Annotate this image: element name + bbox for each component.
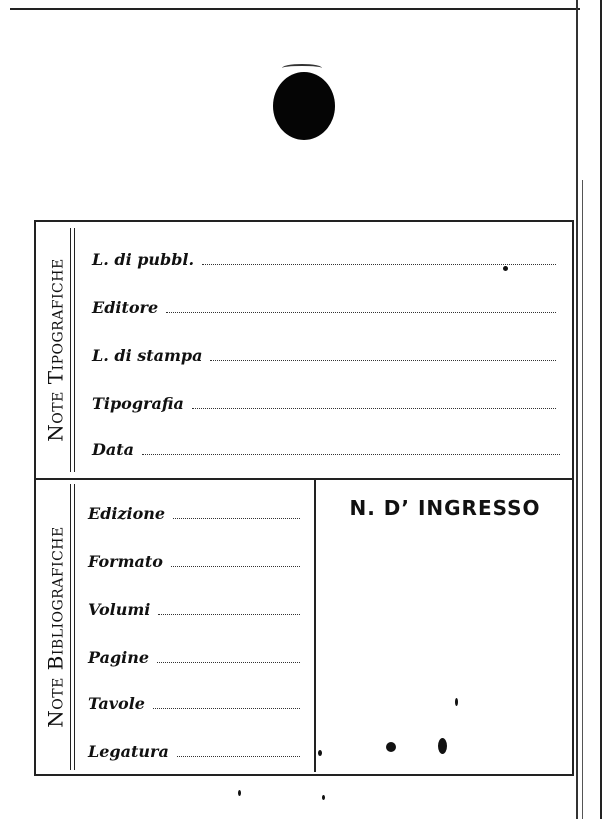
ink-speck [438,738,447,754]
dotted-line [210,348,556,361]
label-rule [70,228,71,472]
field-pagine [88,648,300,667]
dotted-line [192,396,556,409]
field-label: Legatura [88,742,169,761]
page-edge-right-outer [600,0,602,819]
field-editore [92,298,556,317]
field-label: Tipografia [92,394,184,413]
dotted-line [166,300,556,313]
field-label: L. di pubbl. [92,250,195,269]
label-rule [74,484,75,770]
field-tavole [88,694,300,713]
note-bibliografiche-section [36,480,572,774]
field-formato [88,552,300,571]
page-edge-right [576,0,578,819]
field-label: Volumi [88,600,151,619]
field-label: L. di stampa [92,346,203,365]
ink-speck [386,742,396,752]
label-rule [70,484,71,770]
catalog-card [34,220,574,776]
field-label: Formato [88,552,163,571]
column-divider [314,480,316,772]
page-edge-right-inner [582,180,583,819]
dotted-line [202,252,556,265]
section-title-bibliografiche: Note Bibliografiche [44,526,68,728]
field-label: Tavole [88,694,145,713]
punch-hole [273,72,335,140]
field-legatura [88,742,300,761]
field-luogo-pubblicazione [92,250,556,269]
vertical-label [42,484,70,770]
label-rule [74,228,75,472]
dotted-line [142,442,560,455]
field-data [92,440,560,459]
dotted-line [158,602,300,615]
field-label: Edizione [88,504,166,523]
field-label: Editore [92,298,159,317]
ink-speck [322,795,325,800]
vertical-label-box [42,228,70,472]
section-title-tipografiche: Note Tipografiche [44,258,69,442]
ink-speck [503,266,508,271]
dotted-line [153,696,300,709]
ink-speck [238,790,241,796]
ink-speck [455,698,458,706]
ink-speck [318,750,322,756]
vertical-label [42,228,70,472]
vertical-label-box [42,484,70,770]
field-edizione [88,504,300,523]
note-tipografiche-section [36,222,572,480]
dotted-line [177,744,300,757]
numero-ingresso-label: N. D’ INGRESSO [349,496,541,520]
field-label: Pagine [88,648,150,667]
field-luogo-stampa [92,346,556,365]
field-tipografia [92,394,556,413]
field-volumi [88,600,300,619]
field-label: Data [92,440,134,459]
dotted-line [157,650,300,663]
dotted-line [173,506,300,519]
page-edge-top [10,8,580,10]
hole-ring-mark [282,64,322,72]
dotted-line [171,554,300,567]
